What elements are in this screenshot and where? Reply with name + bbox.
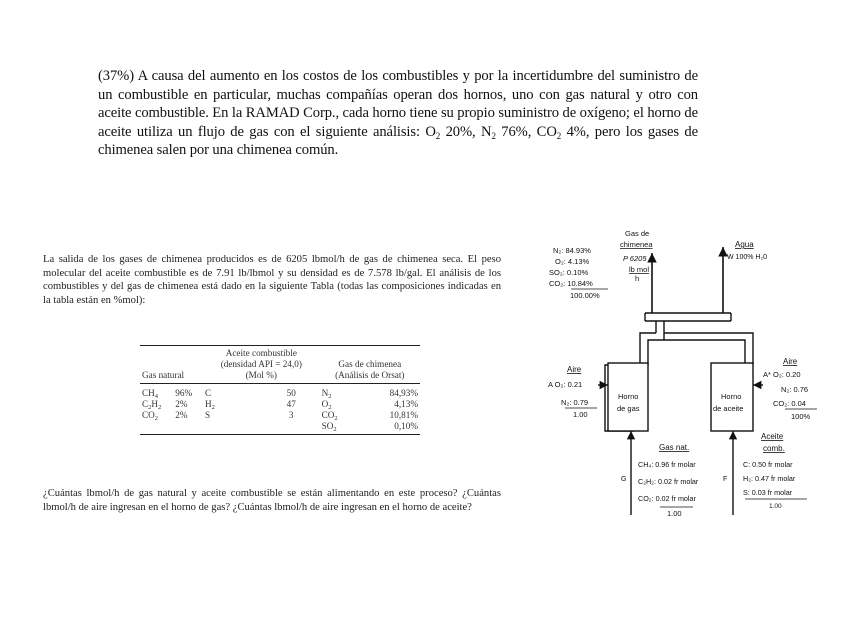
oil-header-units: (Mol %)	[203, 370, 320, 384]
air-gas-n2: N₂: 0.79	[561, 398, 589, 407]
gas-furnace-label-1: Horno	[618, 392, 639, 401]
flue-total-label: 100.00%	[570, 291, 600, 300]
water-comp-label: W 100% H₂0	[727, 254, 768, 261]
oil-furnace-duct-inner	[664, 340, 745, 365]
subscript: 2	[435, 130, 441, 141]
table-row: $C_2H_2$ 2% $H_2$ 47 $O_2$ 4,13%	[142, 399, 418, 411]
oil-h2: H₂: 0.47 fr molar	[743, 474, 796, 483]
flue-label-1: Gas de	[625, 229, 650, 238]
statement-part: 76%, CO	[495, 123, 557, 140]
statement-part: 20%, N	[440, 123, 492, 140]
flue-label-2: chimenea	[620, 240, 653, 249]
flue-header-orsat: (Análisis de Orsat)	[320, 370, 420, 384]
gas-furnace-duct-inner	[648, 340, 664, 365]
flue-n2-label: N₂: 84.93%	[553, 246, 591, 255]
air-gas-title: Aire	[567, 365, 582, 374]
table-row: $SO_2$ 0,10%	[140, 421, 420, 435]
subscript: 2	[556, 130, 562, 141]
oil-furnace-duct-outer	[664, 333, 753, 365]
table-row: $CH_4$ 96% C 50 $N_2$ 84,93%	[142, 388, 418, 400]
natgas-ch4: CH₄: 0.96 fr molar	[638, 460, 696, 469]
flue-flow-label: P 6205	[623, 254, 647, 263]
flue-co2-label: CO₂: 10.84%	[549, 279, 593, 288]
oil-c: C: 0.50 fr molar	[743, 460, 793, 469]
intro-paragraph: La salida de los gases de chimenea producidos es de 6205 lbmol/h de gas de chimenea seca. El peso molecular del aceite combustible es de 7.91 lb/lbmol y su densidad es de 7.578 lb/gal. El análisis de los combustibles y del gas de chimenea está dado en la siguiente Tabla (todas las composiciones indicadas en la tabla están en %mol):	[43, 254, 501, 306]
oil-header: Aceite combustible	[203, 346, 320, 360]
air-oil-title: Aire	[783, 357, 798, 366]
flue-header: Gas de chimenea	[338, 359, 402, 369]
gas-furnace-label-2: de gas	[617, 404, 640, 413]
oil-s: S: 0.03 fr molar	[743, 488, 793, 497]
problem-statement	[98, 67, 698, 160]
question-paragraph: ¿Cuántas lbmol/h de gas natural y aceite combustible se están alimentando en este proceso? ¿Cuántas lbmol/h de aire ingresan en el horno de gas? ¿Cuántas lbmol/h de aire ingresan en el horno de aceite?	[43, 488, 501, 513]
oil-header-api: (densidad API = 24,0)	[220, 359, 302, 369]
air-oil-n2: N₂: 0.76	[781, 385, 809, 394]
oil-furnace-label-1: Horno	[721, 392, 742, 401]
air-oil-total: 100%	[791, 412, 811, 421]
flue-so2-label: SO₂: 0.10%	[549, 268, 589, 277]
statement-part: 4%, pero los gases de chimenea salen por una chimenea común.	[98, 123, 698, 159]
air-gas-total: 1.00	[573, 410, 588, 419]
flue-unit-label: lb mol	[629, 265, 650, 274]
water-label: Agua	[735, 240, 754, 249]
oil-title-2: comb.	[763, 444, 785, 453]
natgas-c2h2: C₂H₂: 0.02 fr molar	[638, 477, 699, 486]
table-header-row	[140, 370, 420, 384]
table-header-row	[140, 346, 420, 360]
natgas-g-label: G	[621, 476, 627, 483]
natgas-header: Gas natural	[140, 370, 203, 384]
oil-title-1: Aceite	[761, 432, 784, 441]
table-header-row	[140, 359, 420, 370]
oil-f-label: F	[723, 476, 728, 483]
air-oil-o2: A* O₂: 0.20	[763, 370, 801, 379]
flue-unit-label-2: h	[635, 274, 640, 283]
composition-table	[140, 345, 420, 435]
statement-part: (37%) A causa del aumento en los costos de los combustibles y por la incertidumbre del suministro de un combustible en particular, muchas compañías operan dos hornos, uno con gas natural y otro con aceite combustible. En la RAMAD Corp., cada horno tiene su propio suministro de oxígeno; el horno de aceite utiliza un flujo de gas con el siguiente análisis: O	[98, 68, 698, 140]
air-oil-co2: CO₂: 0.04	[773, 399, 806, 408]
oil-furnace-label-2: de aceite	[713, 404, 744, 413]
natgas-title: Gas nat.	[659, 443, 690, 452]
natgas-total: 1.00	[667, 509, 682, 518]
natgas-co2: CO₂: 0.02 fr molar	[638, 494, 696, 503]
air-gas-o2: A O₂: 0.21	[548, 380, 583, 389]
process-flow-diagram	[535, 225, 835, 525]
subscript: 2	[491, 130, 496, 141]
flue-o2-label: O₂: 4.13%	[555, 257, 590, 266]
oil-total: 1.00	[769, 503, 782, 510]
table-row: $CO_2$ 2% S 3 $CO_2$ 10,81%	[142, 410, 418, 422]
